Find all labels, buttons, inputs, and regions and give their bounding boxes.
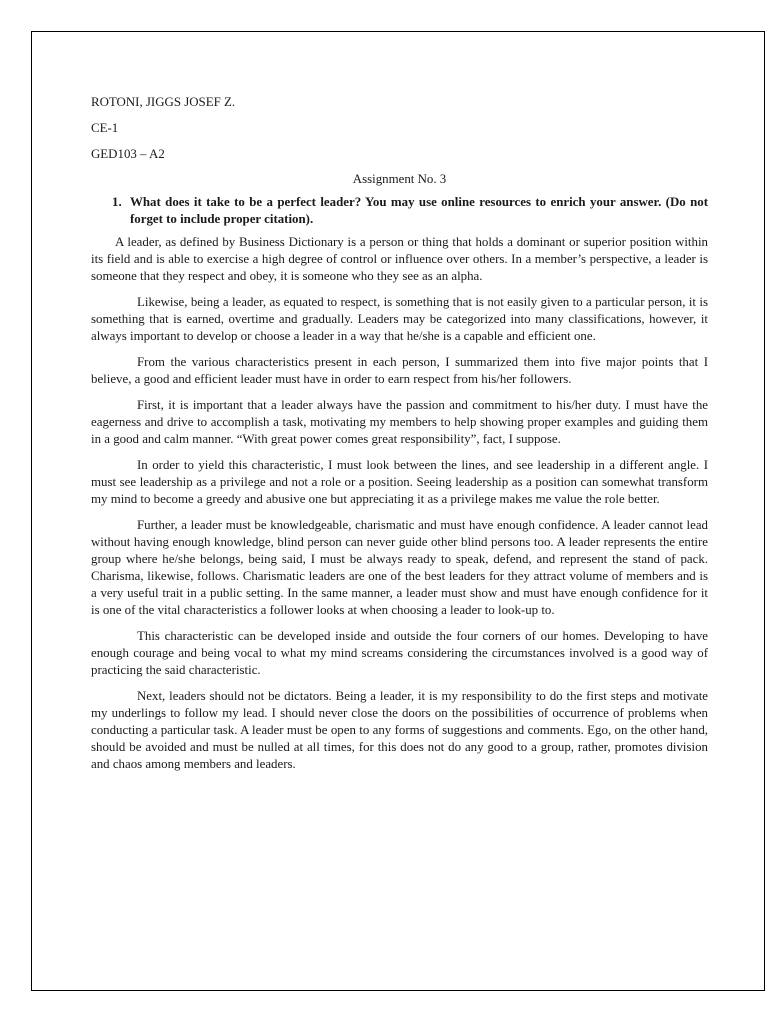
document-page: [31, 31, 765, 991]
student-section: CE-1: [91, 121, 119, 135]
paragraph-6: Further, a leader must be knowledgeable, charismatic and must have enough confidence. A leader cannot lead without having enough knowledge, blind person can never guide other blind persons too. A leader represents the entire group where he/she belongs, being said, I must be always ready to speak, defend, and represent the stand of pack. Charisma, likewise, follows. Charismatic leaders are one of the best leaders for they attract volume of members and is a very useful trait in a public setting. In the same manner, a leader must show and must have enough confidence for it is one of the vital characteristics a follower looks at when choosing a leader to look-up to.: [91, 518, 708, 617]
course-code: GED103 – A2: [91, 147, 165, 161]
paragraph-7: This characteristic can be developed inside and outside the four corners of our homes. Developing to have enough courage and being vocal to what my mind screams considering the circumstances involved is a good way of practicing the said characteristic.: [91, 629, 708, 677]
paragraph-4: First, it is important that a leader always have the passion and commitment to his/her duty. I must have the eagerness and drive to accomplish a task, motivating my members to help showing proper examples and guiding them in a good and calm manner. “With great power comes great responsibility”, fact, I suppose.: [91, 398, 708, 446]
paragraph-1: A leader, as defined by Business Dictionary is a person or thing that holds a dominant or superior position within its field and is able to exercise a high degree of control or influence over others. In a member’s perspective, a leader is someone that they respect and obey, it is someone who they see as an alpha.: [91, 235, 708, 283]
question-item: [91, 194, 708, 228]
student-name: ROTONI, JIGGS JOSEF Z.: [91, 95, 236, 109]
paragraph-3: From the various characteristics present in each person, I summarized them into five major points that I believe, a good and efficient leader must have in order to earn respect from his/her followers.: [91, 355, 708, 386]
assignment-title: Assignment No. 3: [352, 172, 447, 186]
paragraph-8: Next, leaders should not be dictators. Being a leader, it is my responsibility to do the first steps and motivate my underlings to follow my lead. I should never close the doors on the possibilities of occurrence of problems when conducting a particular task. A leader must be open to any forms of suggestions and comments. Ego, on the other hand, should be avoided and must be nulled at all times, for this does not do any good to a group, rather, promotes division and chaos among members and leaders.: [91, 689, 708, 771]
question-number: 1.: [112, 195, 122, 209]
paragraph-2: Likewise, being a leader, as equated to respect, is something that is not easily given to a particular person, it is something that is earned, overtime and gradually. Leaders may be categorized into many classifications, however, it always important to develop or choose a leader in a way that he/she is a capable and efficient one.: [91, 295, 708, 343]
question-text: What does it take to be a perfect leader? You may use online resources to enrich your answer. (Do not forget to include proper citation).: [130, 195, 708, 226]
paragraph-5: In order to yield this characteristic, I must look between the lines, and see leadership in a different angle. I must see leadership as a privilege and not a role or a position. Seeing leadership as a position can somewhat transform my mind to become a greedy and abusive one but appreciating it as a privilege makes me value the role better.: [91, 458, 708, 506]
document-content: [91, 94, 708, 782]
